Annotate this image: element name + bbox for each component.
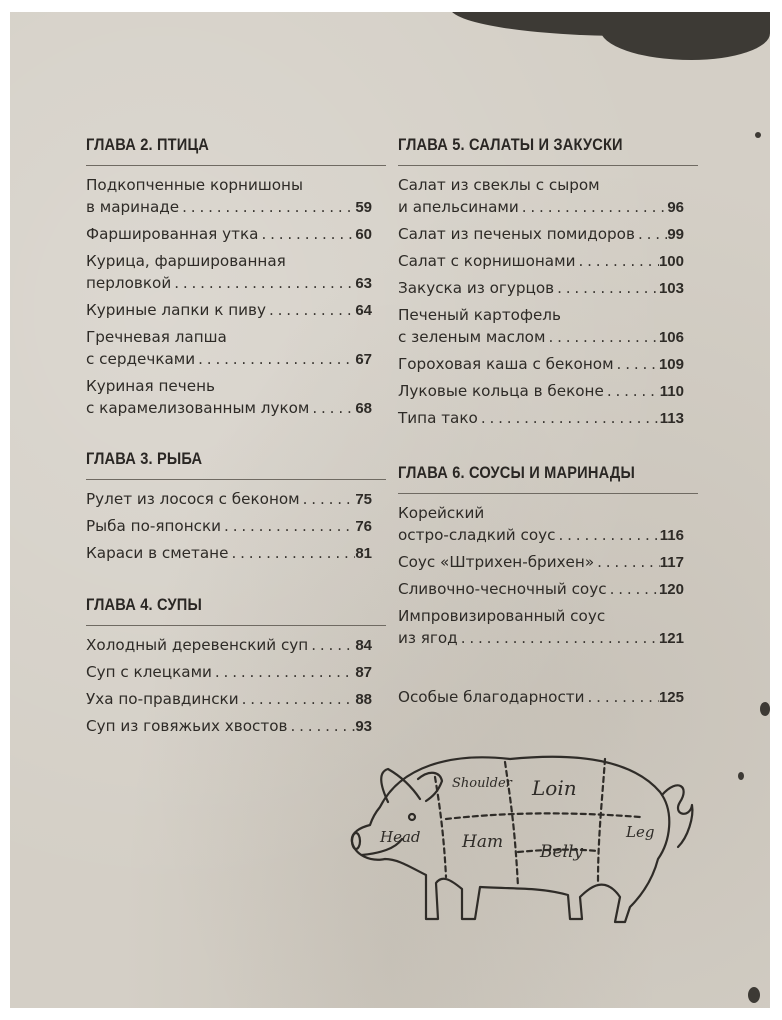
toc-entry <box>86 299 372 322</box>
entry-title: Сливочно-чесночный соус <box>398 580 607 598</box>
entry-title: Суп с клецками <box>86 663 212 681</box>
entry-row <box>86 348 372 371</box>
page-number: 125 <box>658 689 684 706</box>
entry-row <box>86 488 372 511</box>
entry-title: Особые благодарности <box>398 688 585 706</box>
page-number: 87 <box>355 664 372 681</box>
toc-chapter <box>86 448 386 565</box>
entry-title-line: Печеный картофель <box>398 306 561 324</box>
entry-title: Холодный деревенский суп <box>86 636 309 654</box>
entry-title: из ягод <box>398 629 458 647</box>
entry-row <box>398 326 684 349</box>
leader-dots <box>308 634 355 656</box>
entry-row <box>86 272 372 295</box>
entry-title: Соус «Штрихен-брихен» <box>398 553 595 571</box>
entry-row <box>398 277 684 300</box>
entry-title: Салат из печеных помидоров <box>398 225 635 243</box>
entry-title: Типа тако <box>398 409 478 427</box>
toc-entry <box>398 174 684 219</box>
entry-title: Рыба по-японски <box>86 517 222 535</box>
entry-row <box>398 380 684 403</box>
entry-title: Рулет из лосося с беконом <box>86 490 300 508</box>
leader-dots <box>556 524 660 546</box>
toc-entry <box>86 688 372 711</box>
leader-dots <box>458 627 659 649</box>
entry-title: Гороховая каша с беконом <box>398 355 614 373</box>
entry-title: в маринаде <box>86 198 180 216</box>
entry-title: Салат с корнишонами <box>398 252 576 270</box>
leader-dots <box>171 272 355 294</box>
toc-entry <box>398 353 684 376</box>
chapter-title: ГЛАВА 4. СУПЫ <box>86 595 202 614</box>
entry-row <box>398 223 684 246</box>
page-number: 100 <box>658 253 684 270</box>
page-number: 113 <box>659 410 684 427</box>
page-number: 110 <box>659 383 684 400</box>
spacer <box>86 166 386 170</box>
spacer <box>86 626 386 630</box>
entry-title: и апельсинами <box>398 198 519 216</box>
entry-row <box>398 407 684 430</box>
ink-splatter <box>738 772 744 780</box>
spacer <box>86 480 386 484</box>
entry-title: с сердечками <box>86 350 196 368</box>
entry-title-line: Гречневая лапша <box>86 328 227 346</box>
leader-dots <box>266 299 355 321</box>
entry-row <box>86 397 372 420</box>
entry-row <box>86 196 372 219</box>
pig-label-leg: Leg <box>626 823 655 841</box>
spacer <box>398 166 698 170</box>
entry-row <box>398 578 684 601</box>
leader-dots <box>554 277 659 299</box>
toc-chapter <box>86 134 386 420</box>
leader-dots <box>519 196 668 218</box>
leader-dots <box>604 380 660 402</box>
toc-extra <box>398 682 684 709</box>
leader-dots <box>635 223 667 245</box>
page-number: 63 <box>355 275 372 292</box>
entry-title-line: Подкопченные корнишоны <box>86 176 303 194</box>
toc-entry <box>398 277 684 300</box>
page-number: 106 <box>658 329 684 346</box>
entry-title: перловкой <box>86 274 172 292</box>
entry-row <box>398 627 684 650</box>
page-number: 81 <box>355 545 372 562</box>
entry-title-line: Куриная печень <box>86 377 215 395</box>
ink-splatter <box>600 12 770 60</box>
chapter-title: ГЛАВА 6. СОУСЫ И МАРИНАДЫ <box>398 463 635 482</box>
leader-dots <box>545 326 659 348</box>
leader-dots <box>287 715 355 737</box>
leader-dots <box>478 407 660 429</box>
toc-entry <box>398 250 684 273</box>
toc-entry <box>398 407 684 430</box>
pig-label-shoulder: Shoulder <box>452 776 512 791</box>
entry-title-line: Импровизированный соус <box>398 607 606 625</box>
entry-row <box>86 715 372 738</box>
entry-row <box>86 661 372 684</box>
toc-entry <box>86 326 372 371</box>
pig-cuts-illustration <box>340 747 700 927</box>
leader-dots <box>221 515 355 537</box>
entry-title: с карамелизованным луком <box>86 399 310 417</box>
entry-title: с зеленым маслом <box>398 328 546 346</box>
entry-title: Луковые кольца в беконе <box>398 382 604 400</box>
entry-row <box>86 223 372 246</box>
entry-title-line: Корейский <box>398 504 485 522</box>
entry-title: Закуска из огурцов <box>398 279 555 297</box>
entry-title: остро-сладкий соус <box>398 526 556 544</box>
entry-title: Фаршированная утка <box>86 225 259 243</box>
chapter-title: ГЛАВА 5. САЛАТЫ И ЗАКУСКИ <box>398 135 623 154</box>
page-number: 84 <box>355 637 372 654</box>
page-number: 121 <box>658 630 684 647</box>
page-number: 120 <box>658 581 684 598</box>
pig-label-ham: Ham <box>462 832 504 852</box>
leader-dots <box>614 353 659 375</box>
ink-splatter <box>755 132 761 138</box>
ink-splatter <box>760 702 770 716</box>
toc-entry <box>86 375 372 420</box>
toc-entry <box>86 174 372 219</box>
toc-entry <box>398 551 684 574</box>
entry-row <box>86 634 372 657</box>
entry-title-line: Курица, фаршированная <box>86 252 286 270</box>
pig-label-loin: Loin <box>532 776 577 800</box>
toc-entry <box>86 542 372 565</box>
entry-row <box>398 196 684 219</box>
page-number: 99 <box>667 226 684 243</box>
entry-row <box>86 299 372 322</box>
leader-dots <box>607 578 659 600</box>
page-number: 75 <box>355 491 372 508</box>
entry-row <box>398 686 684 709</box>
toc-entry <box>398 304 684 349</box>
toc-entry <box>86 661 372 684</box>
spacer <box>398 494 698 498</box>
toc-entry <box>86 488 372 511</box>
leader-dots <box>239 688 356 710</box>
page-number: 103 <box>658 280 684 297</box>
chapter-title: ГЛАВА 3. РЫБА <box>86 449 203 468</box>
toc-entry <box>86 634 372 657</box>
entry-title: Куриные лапки к пиву <box>86 301 266 319</box>
page-number: 96 <box>667 199 684 216</box>
page-number: 117 <box>659 554 684 571</box>
entry-title: Караси в сметане <box>86 544 229 562</box>
entry-row <box>398 551 684 574</box>
page-number: 67 <box>355 351 372 368</box>
leader-dots <box>258 223 355 245</box>
entry-title: Уха по-правдински <box>86 690 239 708</box>
toc-entry <box>398 605 684 650</box>
entry-title: Суп из говяжьих хвостов <box>86 717 288 735</box>
entry-title-line: Салат из свеклы с сыром <box>398 176 600 194</box>
leader-dots <box>195 348 355 370</box>
toc-entry <box>86 250 372 295</box>
toc-entry <box>86 223 372 246</box>
page-number: 68 <box>355 400 372 417</box>
page-number: 93 <box>355 718 372 735</box>
leader-dots <box>585 686 659 708</box>
toc-entry <box>398 502 684 547</box>
page-number: 116 <box>659 527 684 544</box>
page-number: 64 <box>355 302 372 319</box>
leader-dots <box>309 397 355 419</box>
toc-entry <box>398 578 684 601</box>
entry-row <box>398 524 684 547</box>
entry-row <box>86 688 372 711</box>
entry-row <box>398 353 684 376</box>
toc-chapter <box>398 134 698 430</box>
toc-chapter <box>86 594 386 738</box>
toc-entry <box>86 715 372 738</box>
page-number: 109 <box>658 356 684 373</box>
book-page <box>10 12 770 1008</box>
toc-entry <box>86 515 372 538</box>
leader-dots <box>575 250 659 272</box>
page-number: 88 <box>355 691 372 708</box>
leader-dots <box>179 196 355 218</box>
leader-dots <box>594 551 660 573</box>
leader-dots <box>212 661 355 683</box>
toc-entry <box>398 686 684 709</box>
toc-entry <box>398 380 684 403</box>
pig-label-head: Head <box>380 828 421 846</box>
ink-splatter <box>748 987 760 1003</box>
entry-row <box>398 250 684 273</box>
leader-dots <box>300 488 356 510</box>
entry-row <box>86 515 372 538</box>
entry-row <box>86 542 372 565</box>
leader-dots <box>228 542 355 564</box>
toc-entry <box>398 223 684 246</box>
toc-chapter <box>398 462 698 650</box>
pig-label-belly: Belly <box>540 842 584 862</box>
chapter-title: ГЛАВА 2. ПТИЦА <box>86 135 210 154</box>
page-number: 60 <box>355 226 372 243</box>
page-number: 59 <box>355 199 372 216</box>
page-number: 76 <box>355 518 372 535</box>
